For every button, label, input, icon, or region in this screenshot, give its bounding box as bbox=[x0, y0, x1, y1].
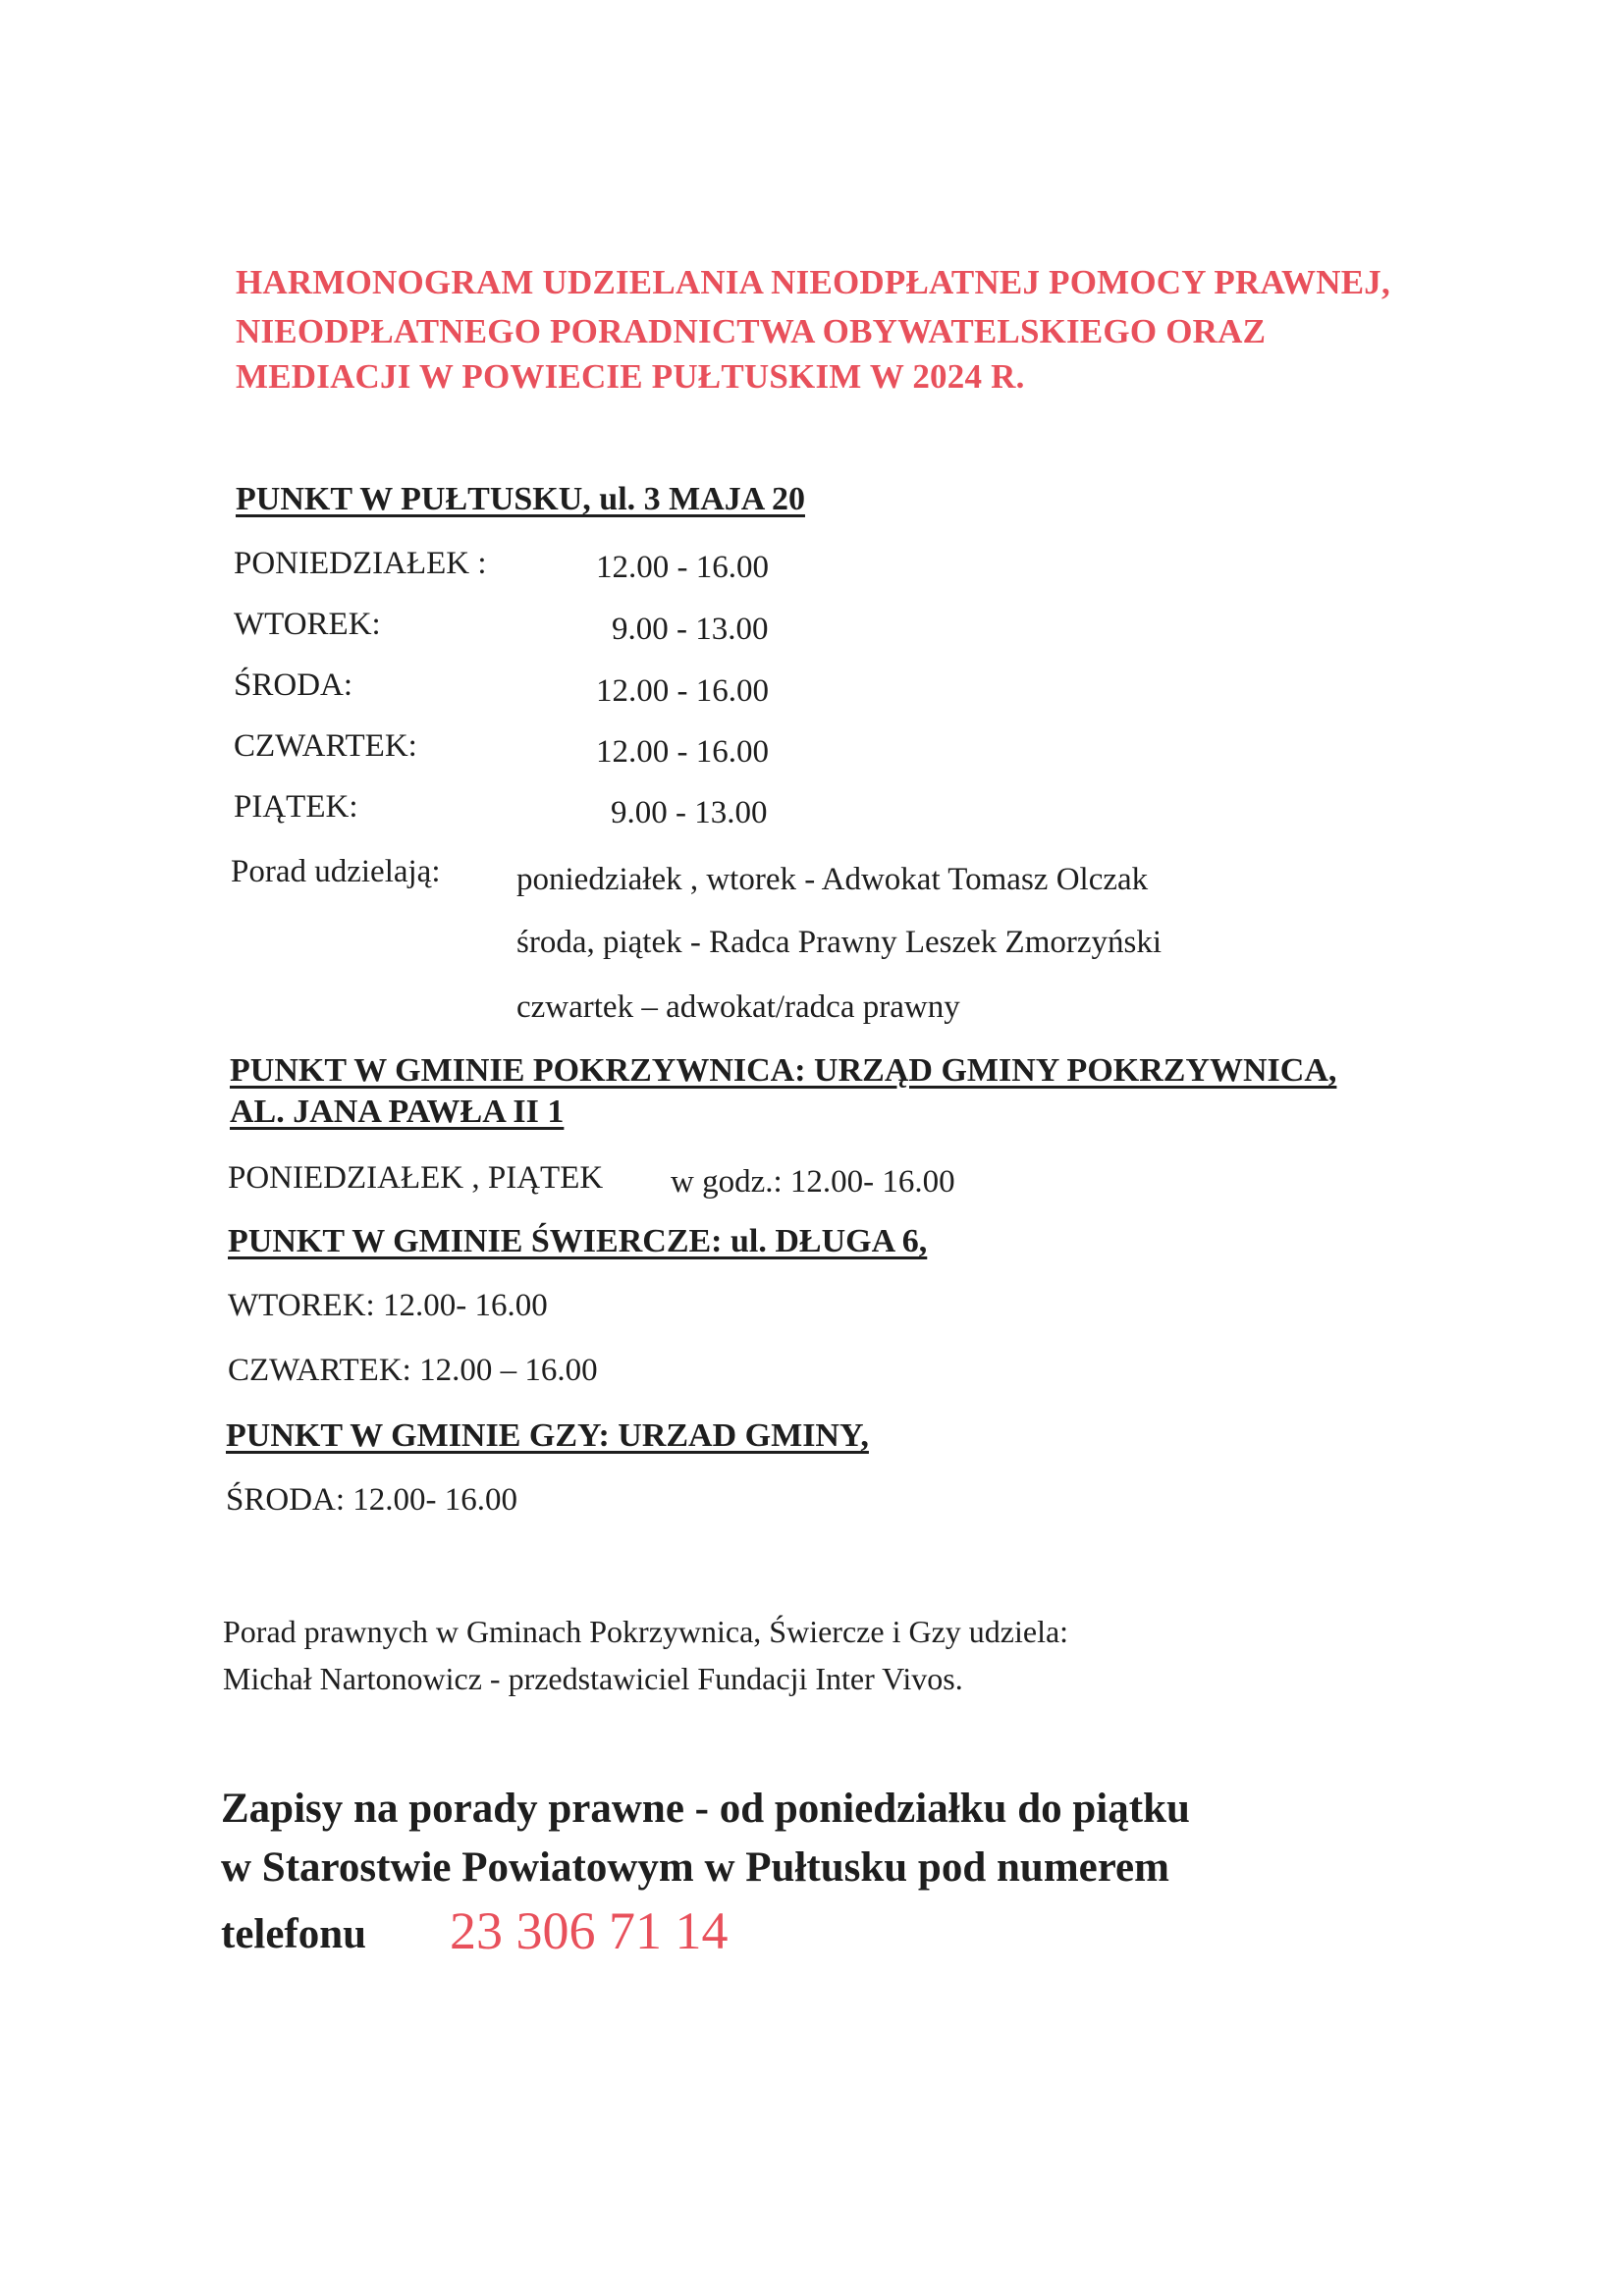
schedule-day: PIĄTEK: bbox=[234, 789, 358, 825]
schedule-day: ŚRODA: bbox=[234, 667, 353, 703]
pokrzywnica-days: PONIEDZIAŁEK , PIĄTEK bbox=[228, 1160, 604, 1196]
title-line-1: HARMONOGRAM UDZIELANIA NIEODPŁATNEJ POMOCY PRAWNEJ, bbox=[236, 263, 1390, 301]
schedule-day: PONIEDZIAŁEK : bbox=[234, 546, 487, 581]
advisor-entry: środa, piątek - Radca Prawny Leszek Zmorzyński bbox=[516, 925, 1163, 960]
swiercze-heading: PUNKT W GMINIE ŚWIERCZE: ul. DŁUGA 6, bbox=[228, 1223, 928, 1259]
phone-number: 23 306 71 14 bbox=[450, 1901, 729, 1960]
schedule-hours: 12.00 - 16.00 bbox=[596, 734, 769, 770]
title-line-2: NIEODPŁATNEGO PORADNICTWA OBYWATELSKIEGO ORAZ bbox=[236, 312, 1267, 350]
schedule-hours: 9.00 - 13.00 bbox=[611, 795, 768, 830]
pokrzywnica-hours: w godz.: 12.00- 16.00 bbox=[671, 1164, 955, 1200]
schedule-hours: 12.00 - 16.00 bbox=[596, 673, 769, 709]
registration-line-2: w Starostwie Powiatowym w Pułtusku pod numerem bbox=[221, 1844, 1169, 1891]
pokrzywnica-address: AL. JANA PAWŁA II 1 bbox=[230, 1094, 565, 1130]
schedule-day: WTOREK: bbox=[234, 607, 381, 642]
swiercze-schedule-line: CZWARTEK: 12.00 – 16.00 bbox=[228, 1353, 598, 1388]
schedule-day: CZWARTEK: bbox=[234, 728, 417, 764]
schedule-hours: 9.00 - 13.00 bbox=[612, 612, 769, 647]
schedule-hours: 12.00 - 16.00 bbox=[596, 550, 769, 585]
swiercze-schedule-line: WTOREK: 12.00- 16.00 bbox=[228, 1288, 548, 1323]
note-line-1: Porad prawnych w Gminach Pokrzywnica, Świercze i Gzy udziela: bbox=[223, 1614, 1069, 1649]
registration-line-1: Zapisy na porady prawne - od poniedziałku do piątku bbox=[221, 1786, 1190, 1832]
pultusk-heading: PUNKT W PUŁTUSKU, ul. 3 MAJA 20 bbox=[236, 481, 805, 517]
title-line-3: MEDIACJI W POWIECIE PUŁTUSKIM W 2024 R. bbox=[236, 357, 1025, 396]
note-line-2: Michał Nartonowicz - przedstawiciel Fundacji Inter Vivos. bbox=[223, 1661, 963, 1696]
pokrzywnica-heading: PUNKT W GMINIE POKRZYWNICA: URZĄD GMINY POKRZYWNICA, bbox=[230, 1052, 1337, 1089]
advisors-label: Porad udzielają: bbox=[231, 854, 441, 889]
advisor-entry: poniedziałek , wtorek - Adwokat Tomasz Olczak bbox=[516, 862, 1149, 897]
registration-line-3-label: telefonu bbox=[221, 1911, 367, 1957]
advisor-entry: czwartek – adwokat/radca prawny bbox=[516, 989, 960, 1025]
gzy-schedule-line: ŚRODA: 12.00- 16.00 bbox=[226, 1482, 518, 1518]
gzy-heading: PUNKT W GMINIE GZY: URZAD GMINY, bbox=[226, 1417, 869, 1454]
